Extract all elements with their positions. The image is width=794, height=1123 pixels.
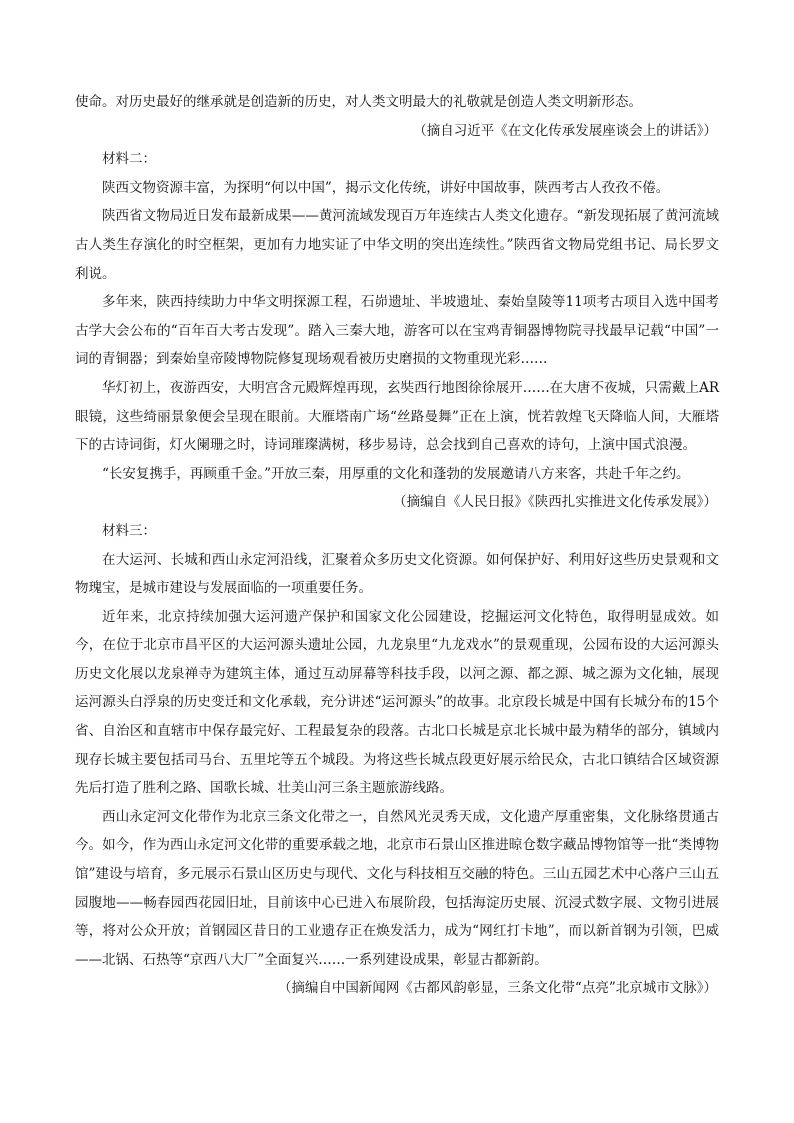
source-citation-1: （摘自习近平《在文化传承发展座谈会上的讲话》） [413, 122, 717, 139]
material-3-paragraph-1: 在大运河、长城和西山永定河沿线，汇聚着众多历史文化资源。如何保护好、利用好这些历史景观和文物瑰宝，是城市建设与发展面临的一项重要任务。 [75, 551, 719, 597]
material-3-paragraph-3: 西山永定河文化带作为北京三条文化带之一，自然风光灵秀天成，文化遗产厚重密集，文化脉络贯通古今。如今，作为西山永定河文化带的重要承载之地，北京市石景山区推进晾仓数字藏品博物馆等一批“类博物馆”建设与培育，多元展示石景山区历史与现代、文化与科技相互交融的特色。三山五园艺术中心落户三山五园腹地——畅春园西花园旧址，目前该中心已进入布展阶段，包括海淀历史展、沉浸式数字展、文物引进展等，将对公众开放；首钢园区昔日的工业遗存正在焕发活力，成为“网红打卡地”，而以新首钢为引领，巴威——北锅、石热等“京西八大厂”全面复兴……一系列建设成果，彰显古都新韵。 [75, 808, 719, 968]
source-citation-3: （摘编自中国新闻网《古都风韵彰显，三条文化带“点亮”北京城市文脉》） [277, 980, 717, 997]
material-3-paragraph-2: 近年来，北京持续加强大运河遗产保护和国家文化公园建设，挖掘运河文化特色，取得明显成效。如今，在位于北京市昌平区的大运河源头遗址公园，九龙泉里“九龙戏水”的景观重现，公园布设的大运河源头历史文化展以龙泉禅寺为建筑主体，通过互动屏幕等科技手段，以河之源、都之源、城之源为文化轴，展现运河源头白浮泉的历史变迁和文化承载，充分讲述“运河源头”的故事。北京段长城是中国有长城分布的15个省、自治区和直辖市中保存最完好、工程最复杂的段落。古北口长城是京北长城中最为精华的部分，镇域内现存长城主要包括司马台、五里坨等五个城段。为将这些长城点段更好展示给民众，古北口镇结合区域资源先后打造了胜利之路、国歌长城、壮美山河三条主题旅游线路。 [75, 608, 719, 797]
material-3-label: 材料三： [102, 522, 156, 539]
material-2-paragraph-4: 华灯初上，夜游西安，大明宫含元殿辉煌再现，玄奘西行地图徐徐展开……在大唐不夜城，只需戴上AR眼镜，这些绮丽景象便会呈现在眼前。大雁塔南广场“丝路曼舞”正在上演，恍若敦煌飞天降临人间，大雁塔下的古诗词街，灯火阑珊之时，诗词璀璨满树，移步易诗，总会找到自己喜欢的诗句，上演中国式浪漫。 [75, 379, 719, 454]
source-citation-2: （摘编自《人民日报》《陕西扎实推进文化传承发展》） [393, 494, 717, 511]
material-2-label: 材料二： [102, 151, 156, 168]
intro-paragraph-tail: 使命。对历史最好的继承就是创造新的历史，对人类文明最大的礼敬就是创造人类文明新形态。 [75, 94, 642, 110]
material-2-paragraph-1: 陕西文物资源丰富，为探明“何以中国”，揭示文化传统，讲好中国故事，陕西考古人孜孜不倦。 [102, 179, 670, 196]
document-page [75, 88, 719, 1003]
material-2-paragraph-5: “长安复携手，再顾重千金。”开放三秦，用厚重的文化和蓬勃的发展邀请八方来客，共赴千年之约。 [102, 465, 690, 482]
material-2-paragraph-3: 多年来，陕西持续助力中华文明探源工程，石峁遗址、半坡遗址、秦始皇陵等11项考古项目入选中国考古学大会公布的“百年百大考古发现”。踏入三秦大地，游客可以在宝鸡青铜器博物院寻找最早记载“中国”一词的青铜器；到秦始皇帝陵博物院修复现场观看被历史磨损的文物重现光彩…… [75, 294, 719, 368]
material-2-paragraph-2: 陕西省文物局近日发布最新成果——黄河流域发现百万年连续古人类文化遗存。“新发现拓展了黄河流域古人类生存演化的时空框架，更加有力地实证了中华文明的突出连续性。”陕西省文物局党组书记、局长罗文利说。 [75, 208, 719, 282]
